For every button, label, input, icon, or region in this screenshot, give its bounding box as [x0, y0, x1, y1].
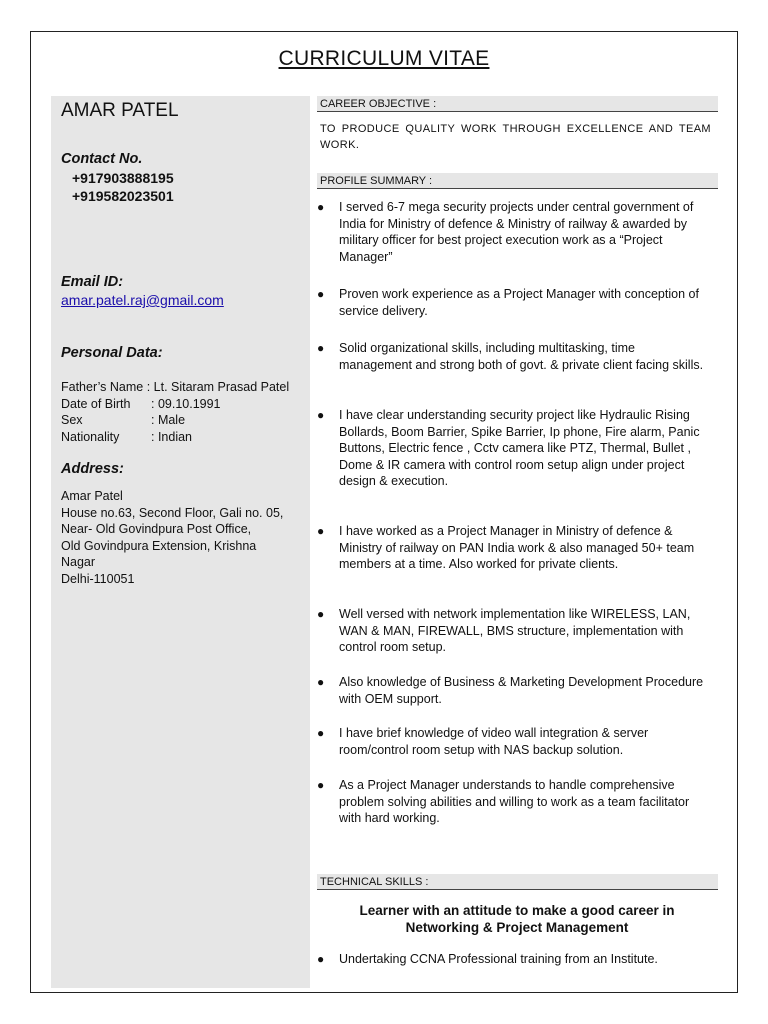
summary-item: ● I have worked as a Project Manager in Ministry of defence & Ministry of railway on PAN India work & also managed 50+ team members at a time. Also worked for private clients.	[317, 524, 695, 571]
phone-number: +917903888195	[72, 170, 174, 186]
email-link[interactable]: amar.patel.raj@gmail.com	[61, 292, 224, 308]
bullet-icon: ●	[317, 341, 325, 355]
personal-value: : Male	[151, 413, 186, 427]
candidate-name: AMAR PATEL	[61, 100, 179, 121]
personal-label: Nationality	[61, 429, 120, 444]
bullet-icon: ●	[317, 778, 325, 792]
personal-data-list	[61, 379, 311, 445]
skills-tagline: Learner with an attitude to make a good career in Networking & Project Management	[359, 903, 675, 935]
bullet-icon: ●	[317, 408, 325, 422]
skills-item: ● Undertaking CCNA Professional training from an Institute.	[317, 952, 658, 966]
sidebar	[51, 96, 310, 988]
address-line: Delhi-110051	[61, 571, 135, 586]
bullet-icon: ●	[317, 952, 325, 966]
summary-item: ● Solid organizational skills, including multitasking, time management and strong both of govt. & private client facing skills.	[317, 341, 704, 372]
summary-item: ● Also knowledge of Business & Marketing Development Procedure with OEM support.	[317, 675, 704, 706]
summary-item: ● Well versed with network implementation like WIRELESS, LAN, WAN & MAN, FIREWALL, BMS structure, implementation with control room setup.	[317, 607, 691, 654]
personal-value: : Lt. Sitaram Prasad Patel	[146, 380, 290, 394]
summary-item: ● I have brief knowledge of video wall integration & server room/control room setup with NAS backup solution.	[317, 726, 649, 757]
bullet-icon: ●	[317, 726, 325, 740]
summary-item: ● As a Project Manager understands to handle comprehensive problem solving abilities and willing to work as a team facilitator with hard working.	[317, 778, 690, 825]
personal-label: Father’s Name	[61, 380, 144, 394]
personal-value: : Indian	[151, 429, 193, 444]
address-line: House no.63, Second Floor, Gali no. 05,	[61, 505, 284, 520]
personal-row	[61, 396, 311, 413]
profile-summary-heading: PROFILE SUMMARY :	[317, 173, 718, 189]
personal-label: Date of Birth	[61, 396, 131, 411]
personal-value: : 09.10.1991	[151, 396, 221, 411]
address-block	[61, 488, 306, 587]
personal-data-heading: Personal Data:	[61, 345, 163, 361]
address-line: Amar Patel	[61, 489, 123, 503]
personal-row	[61, 379, 311, 396]
address-heading: Address:	[61, 461, 124, 477]
summary-item: ● I served 6-7 mega security projects under central government of India for Ministry of defence & Ministry of railway & awarded by military officer for best project execution work as a “Project Manager”	[317, 200, 694, 264]
address-line: Near- Old Govindpura Post Office,	[61, 522, 252, 536]
bullet-icon: ●	[317, 607, 325, 621]
career-objective-text: TO PRODUCE QUALITY WORK THROUGH EXCELLENCE AND TEAM WORK.	[320, 123, 711, 151]
technical-skills-heading: TECHNICAL SKILLS :	[317, 874, 718, 890]
document-title: CURRICULUM VITAE	[278, 47, 490, 70]
address-line: Old Govindpura Extension, Krishna	[61, 538, 257, 553]
bullet-icon: ●	[317, 287, 325, 301]
summary-item: ● Proven work experience as a Project Manager with conception of service delivery.	[317, 287, 699, 318]
personal-label: Sex	[61, 413, 83, 427]
contact-heading: Contact No.	[61, 151, 143, 167]
bullet-icon: ●	[317, 675, 325, 689]
personal-row	[61, 412, 311, 429]
bullet-icon: ●	[317, 200, 325, 214]
career-objective-heading: CAREER OBJECTIVE :	[317, 96, 718, 112]
email-heading: Email ID:	[61, 274, 124, 290]
address-line: Nagar	[61, 555, 96, 569]
summary-item: ● I have clear understanding security project like Hydraulic Rising Bollards, Boom Barrier, Spike Barrier, Ip phone, Fire alarm, Panic Buttons, Electric fence , Cctv camera like PTZ, Thermal, Bullet , Dome & IR camera with control room setup align under project design & execution.	[317, 408, 700, 488]
phone-number: +919582023501	[72, 188, 174, 204]
bullet-icon: ●	[317, 524, 325, 538]
personal-row	[61, 429, 311, 446]
